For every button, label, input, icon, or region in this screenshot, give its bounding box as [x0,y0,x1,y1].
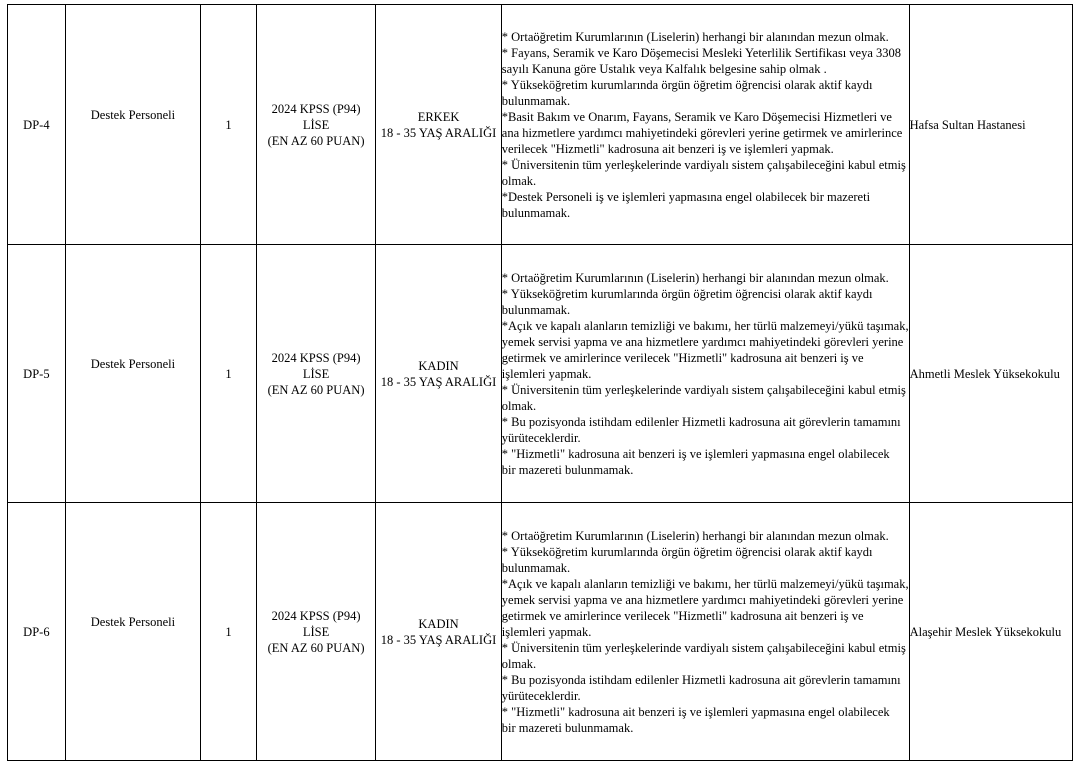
position-count: 1 [201,503,257,761]
gender: KADIN [418,358,459,373]
requirement-line: * Fayans, Seramik ve Karo Döşemecisi Mesleki Yeterlilik Sertifikası veya 3308 [501,45,902,60]
requirement-line: bulunmamak. [501,302,571,317]
education-level: LİSE [302,624,330,639]
position-title-text: Destek Personeli [90,614,176,629]
requirements-list [501,5,909,245]
requirement-line: * Ortaöğretim Kurumlarının (Liselerin) herhangi bir alanından mezun olmak. [501,29,889,44]
position-title-text: Destek Personeli [90,107,176,122]
gender-age-condition [376,503,502,761]
requirement-line: * Yükseköğretim kurumlarında örgün öğretim öğrencisi olarak aktif kaydı [501,286,873,301]
requirement-line: bir mazereti bulunmamak. [501,720,634,735]
gender: ERKEK [417,109,460,124]
requirements-list [501,503,909,761]
age-range: 18 - 35 YAŞ ARALIĞI [380,632,497,647]
requirement-line: *Basit Bakım ve Onarım, Fayans, Seramik ve Karo Döşemecisi Hizmetleri ve [501,109,892,124]
assigned-unit: Ahmetli Meslek Yüksekokulu [909,245,1072,503]
requirement-line: * Yükseköğretim kurumlarında örgün öğretim öğrencisi olarak aktif kaydı [501,544,873,559]
gender-age-condition [376,245,502,503]
position-count: 1 [201,245,257,503]
requirement-line: olmak. [501,173,537,188]
assigned-unit: Hafsa Sultan Hastanesi [909,5,1072,245]
position-code: DP-4 [8,5,66,245]
requirement-line: olmak. [501,398,537,413]
requirement-line: * "Hizmetli" kadrosuna ait benzeri iş ve işlemleri yapmasına engel olabilecek [501,704,890,719]
requirement-line: * Üniversitenin tüm yerleşkelerinde vardiyalı sistem çalışabileceğini kabul etmiş [501,157,906,172]
gender-age-condition [376,5,502,245]
requirement-line: yemek servisi yapma ve ana hizmetlere yardımcı mahiyetindeki görevleri yerine [501,592,904,607]
age-range: 18 - 35 YAŞ ARALIĞI [380,374,497,389]
requirement-line: işlemleri yapmak. [501,366,592,381]
staff-positions-table [7,4,1073,761]
requirement-line: * Üniversitenin tüm yerleşkelerinde vardiyalı sistem çalışabileceğini kabul etmiş [501,382,906,397]
requirement-line: işlemleri yapmak. [501,624,592,639]
requirement-line: * Üniversitenin tüm yerleşkelerinde vardiyalı sistem çalışabileceğini kabul etmiş [501,640,906,655]
requirement-line: getirmek ve amirlerince verilecek "Hizmetli" kadrosuna ait benzeri iş ve [501,608,864,623]
position-count: 1 [201,5,257,245]
assigned-unit: Alaşehir Meslek Yüksekokulu [909,503,1072,761]
exam-requirement [256,5,375,245]
requirement-line: yemek servisi yapma ve ana hizmetlere yardımcı mahiyetindeki görevleri yerine [501,334,904,349]
table-row [8,245,1073,503]
min-score: (EN AZ 60 PUAN) [267,382,365,397]
exam-type: 2024 KPSS (P94) [271,350,361,365]
requirement-line: bulunmamak. [501,560,571,575]
requirement-line: sayılı Kanuna göre Ustalık veya Kalfalık belgesine sahip olmak . [501,61,827,76]
education-level: LİSE [302,117,330,132]
position-title [65,5,200,245]
education-level: LİSE [302,366,330,381]
exam-requirement [256,503,375,761]
requirement-line: *Açık ve kapalı alanların temizliği ve bakımı, her türlü malzemeyi/yükü taşımak, [501,576,909,591]
requirement-line: * Yükseköğretim kurumlarında örgün öğretim öğrencisi olarak aktif kaydı [501,77,873,92]
position-title-text: Destek Personeli [90,356,176,371]
position-title [65,503,200,761]
gender: KADIN [418,616,459,631]
exam-type: 2024 KPSS (P94) [271,101,361,116]
age-range: 18 - 35 YAŞ ARALIĞI [380,125,497,140]
requirement-line: bulunmamak. [501,205,571,220]
requirements-list [501,245,909,503]
requirement-line: *Destek Personeli iş ve işlemleri yapmasına engel olabilecek bir mazereti [501,189,871,204]
requirement-line: * Ortaöğretim Kurumlarının (Liselerin) herhangi bir alanından mezun olmak. [501,270,889,285]
min-score: (EN AZ 60 PUAN) [267,640,365,655]
requirement-line: ana hizmetlere yardımcı mahiyetindeki görevleri yerine getirmek ve amirlerince [501,125,903,140]
min-score: (EN AZ 60 PUAN) [267,133,365,148]
requirement-line: getirmek ve amirlerince verilecek "Hizmetli" kadrosuna ait benzeri iş ve [501,350,864,365]
requirement-line: yürüteceklerdir. [501,688,581,703]
requirement-line: olmak. [501,656,537,671]
exam-type: 2024 KPSS (P94) [271,608,361,623]
requirement-line: * Bu pozisyonda istihdam edilenler Hizmetli kadrosuna ait görevlerin tamamını [501,672,901,687]
requirement-line: verilecek "Hizmetli" kadrosuna ait benzeri iş ve işlemleri yapmak. [501,141,834,156]
table-row [8,503,1073,761]
position-title [65,245,200,503]
table-row [8,5,1073,245]
position-code: DP-5 [8,245,66,503]
exam-requirement [256,245,375,503]
requirement-line: bir mazereti bulunmamak. [501,462,634,477]
requirement-line: *Açık ve kapalı alanların temizliği ve bakımı, her türlü malzemeyi/yükü taşımak, [501,318,909,333]
position-code: DP-6 [8,503,66,761]
requirement-line: bulunmamak. [501,93,571,108]
requirement-line: * Bu pozisyonda istihdam edilenler Hizmetli kadrosuna ait görevlerin tamamını [501,414,901,429]
requirement-line: * Ortaöğretim Kurumlarının (Liselerin) herhangi bir alanından mezun olmak. [501,528,889,543]
requirement-line: * "Hizmetli" kadrosuna ait benzeri iş ve işlemleri yapmasına engel olabilecek [501,446,890,461]
requirement-line: yürüteceklerdir. [501,430,581,445]
